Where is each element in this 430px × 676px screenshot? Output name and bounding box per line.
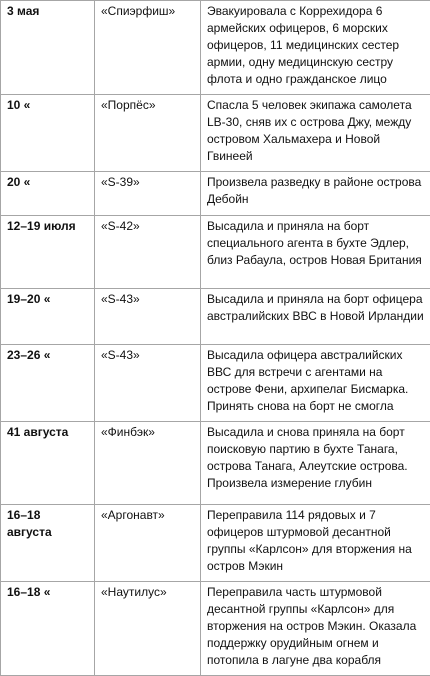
submarine-cell: «S-42» (95, 216, 201, 289)
table-row (1, 289, 430, 345)
table-row (1, 216, 430, 289)
date-cell: 16–18 « (1, 582, 95, 676)
description-cell: Высадила и приняла на борт офицера австралийских ВВС в Новой Ирландии (201, 289, 430, 345)
submarine-cell: «S-43» (95, 345, 201, 422)
table-row (1, 345, 430, 422)
submarine-cell: «Спиэрфиш» (95, 1, 201, 95)
description-cell: Эвакуировала с Коррехидора 6 армейских офицеров, 6 морских офицеров, 11 медицинских сестер армии, одну медицинскую сестру флота и одно гражданское лицо (201, 1, 430, 95)
description-cell: Переправила часть штурмовой десантной группы «Карлсон» для вторжения на остров Мэкин. Оказала поддержку орудийным огнем и потопила в лагуне два корабля (201, 582, 430, 676)
date-cell: 19–20 « (1, 289, 95, 345)
submarine-cell: «Наутилус» (95, 582, 201, 676)
description-cell: Произвела разведку в районе острова Дебойн (201, 172, 430, 216)
date-cell: 41 августа (1, 422, 95, 505)
description-cell: Переправила 114 рядовых и 7 офицеров штурмовой десантной группы «Карлсон» для вторжения на остров Мэкин (201, 505, 430, 582)
submarine-cell: «Финбэк» (95, 422, 201, 505)
description-cell: Высадила и приняла на борт специального агента в бухте Эдлер, близ Рабаула, остров Новая Британия (201, 216, 430, 289)
description-cell: Высадила и снова приняла на борт поисковую партию в бухте Танага, острова Танага, Алеутские острова. Произвела измерение глубин (201, 422, 430, 505)
table-row (1, 582, 430, 676)
date-cell: 16–18 августа (1, 505, 95, 582)
description-cell: Спасла 5 человек экипажа самолета LB-30, сняв их с острова Джу, между островом Хальмахера и Новой Гвинеей (201, 95, 430, 172)
date-cell: 3 мая (1, 1, 95, 95)
table-row (1, 505, 430, 582)
date-cell: 20 « (1, 172, 95, 216)
description-cell: Высадила офицера австралийских ВВС для встречи с агентами на острове Фени, архипелаг Бисмарка. Принять снова на борт не смогла (201, 345, 430, 422)
submarine-cell: «S-39» (95, 172, 201, 216)
submarine-cell: «Аргонавт» (95, 505, 201, 582)
date-cell: 23–26 « (1, 345, 95, 422)
date-cell: 12–19 июля (1, 216, 95, 289)
table-row (1, 422, 430, 505)
table-row (1, 1, 430, 95)
table-row (1, 95, 430, 172)
submarine-cell: «S-43» (95, 289, 201, 345)
table-row (1, 172, 430, 216)
submarine-cell: «Порпёс» (95, 95, 201, 172)
date-cell: 10 « (1, 95, 95, 172)
